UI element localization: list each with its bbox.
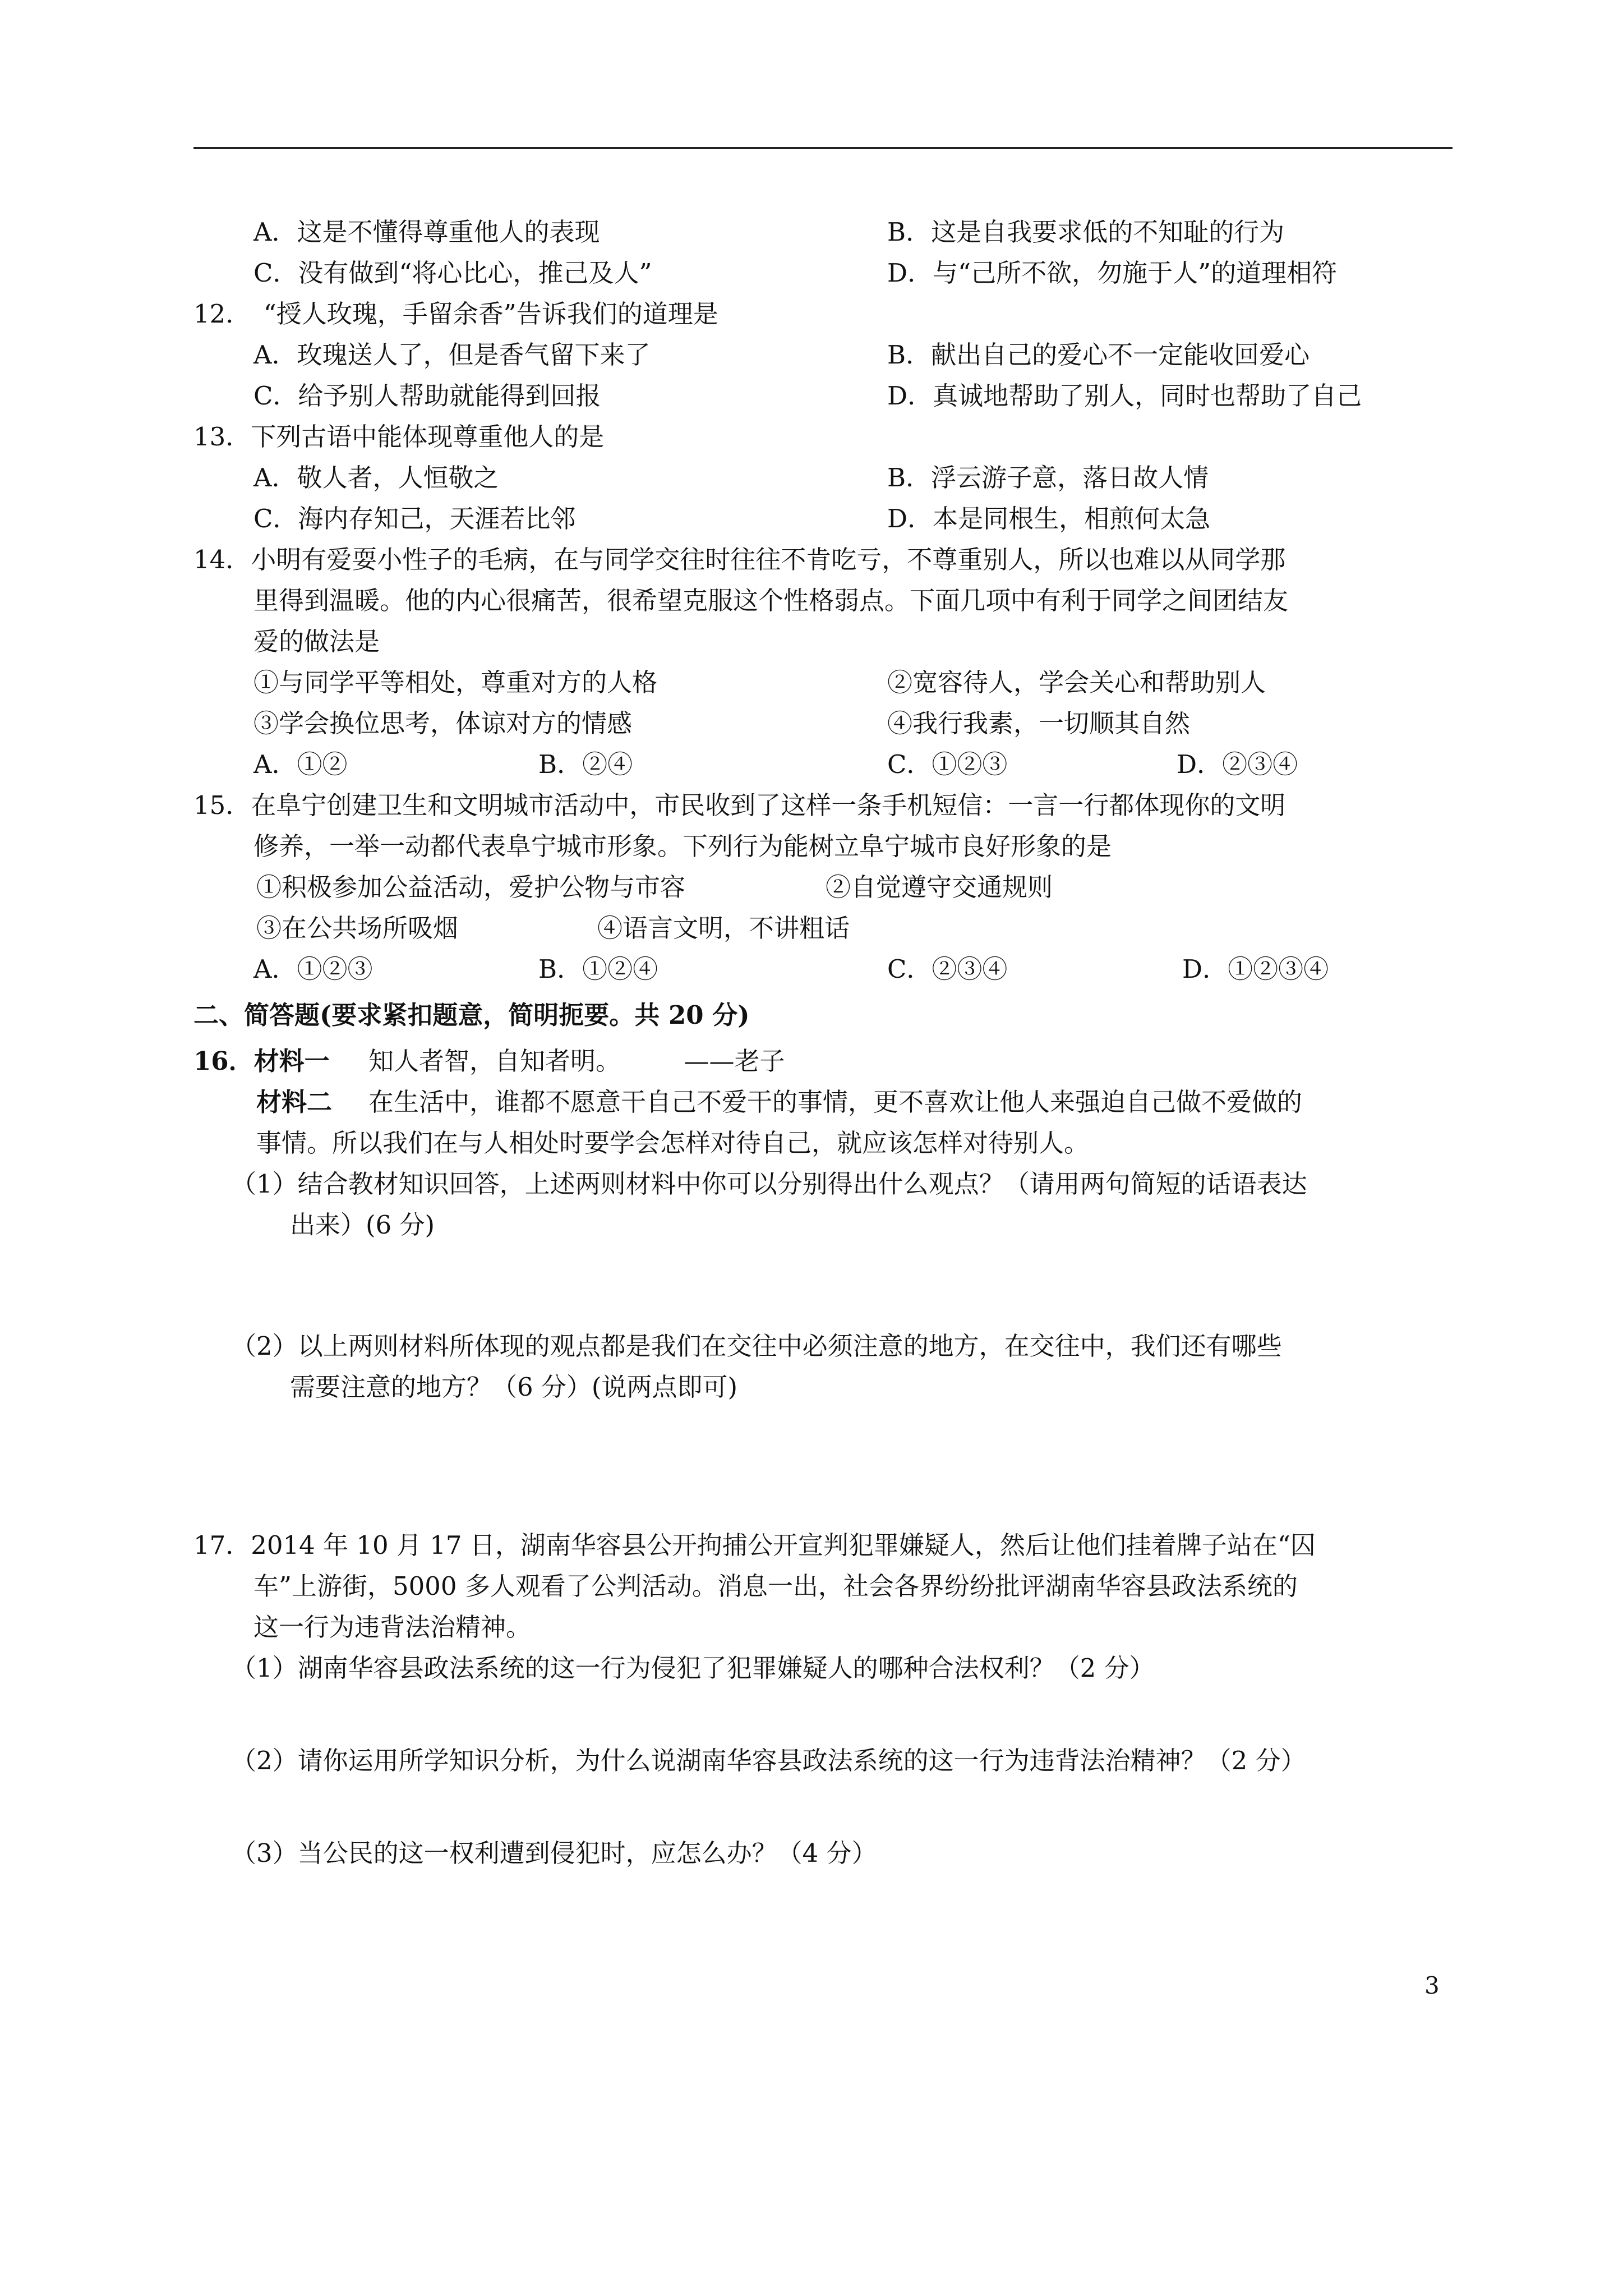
prev-option-d: D．与“己所不欲，勿施于人”的道理相符 — [887, 258, 1338, 288]
q17-part-3: （3）当公民的这一权利遭到侵犯时，应怎么办？（4 分） — [231, 1838, 877, 1868]
q17-stem-line-1: 17．2014 年 10 月 17 日，湖南华容县公开拘捕公开宣判犯罪嫌疑人，然后让他们挂着牌子站在“囚 — [193, 1530, 1316, 1560]
q12-option-a: A．玫瑰送人了，但是香气留下来了 — [253, 340, 651, 370]
q15-statement-3: ③在公共场所吸烟 — [256, 913, 459, 943]
q17-stem-line-2: 车”上游街，5000 多人观看了公判活动。消息一出，社会各界纷纷批评湖南华容县政法系统的 — [253, 1571, 1298, 1601]
q16-material-1-text: 知人者智，自知者明。 ——老子 — [368, 1046, 785, 1076]
q13-option-c: C．海内存知己，天涯若比邻 — [253, 504, 576, 533]
prev-option-c: C．没有做到“将心比心，推己及人” — [253, 258, 652, 288]
q15-option-c: C．②③④ — [887, 954, 1008, 984]
q12-option-d: D．真诚地帮助了别人，同时也帮助了自己 — [887, 381, 1362, 411]
q12-stem: 12． “授人玫瑰，手留余香”告诉我们的道理是 — [193, 299, 718, 329]
q16-material-2-text-1: 在生活中，谁都不愿意干自己不爱干的事情，更不喜欢让他人来强迫自己做不爱做的 — [368, 1087, 1303, 1117]
q15-stem-line-1: 15．在阜宁创建卫生和文明城市活动中，市民收到了这样一条手机短信：一言一行都体现你的文明 — [193, 790, 1286, 820]
q14-statement-3: ③学会换位思考，体谅对方的情感 — [253, 708, 633, 738]
q14-stem-line-1: 14．小明有爱耍小性子的毛病，在与同学交往时往往不肯吃亏，不尊重别人，所以也难以从同学那 — [193, 545, 1286, 574]
q17-stem-line-3: 这一行为违背法治精神。 — [253, 1612, 532, 1642]
q13-stem: 13．下列古语中能体现尊重他人的是 — [193, 422, 605, 452]
q14-statement-4: ④我行我素，一切顺其自然 — [887, 708, 1191, 738]
q12-option-c: C．给予别人帮助就能得到回报 — [253, 381, 601, 411]
q17-part-1: （1）湖南华容县政法系统的这一行为侵犯了犯罪嫌疑人的哪种合法权利？（2 分） — [231, 1653, 1155, 1683]
header-rule — [193, 147, 1453, 149]
q13-option-b: B．浮云游子意，落日故人情 — [887, 463, 1209, 493]
q13-option-d: D．本是同根生，相煎何太急 — [887, 504, 1211, 533]
q12-option-b: B．献出自己的爱心不一定能收回爱心 — [887, 340, 1310, 370]
q16-material-1-label: 16．材料一 — [193, 1046, 330, 1076]
q16-material-2-text-2: 事情。所以我们在与人相处时要学会怎样对待自己，就应该怎样对待别人。 — [256, 1128, 1090, 1158]
q15-option-b: B．①②④ — [538, 954, 658, 984]
q14-option-c: C．①②③ — [887, 749, 1008, 779]
q14-statement-1: ①与同学平等相处，尊重对方的人格 — [253, 668, 658, 697]
q15-option-a: A．①②③ — [253, 954, 373, 984]
q14-option-b: B．②④ — [538, 749, 633, 779]
page-number: 3 — [1424, 1972, 1440, 1999]
q14-option-d: D．②③④ — [1177, 749, 1298, 779]
q15-stem-line-2: 修养，一举一动都代表阜宁城市形象。下列行为能树立阜宁城市良好形象的是 — [253, 831, 1112, 861]
q16-material-2-label: 材料二 — [256, 1087, 333, 1117]
q16-part-2-line-1: （2）以上两则材料所体现的观点都是我们在交往中必须注意的地方，在交往中，我们还有哪些 — [231, 1331, 1282, 1361]
q17-part-2: （2）请你运用所学知识分析，为什么说湖南华容县政法系统的这一行为违背法治精神？（2 分） — [231, 1746, 1306, 1775]
section-2-title: 二、简答题(要求紧扣题意，简明扼要。共 20 分) — [193, 1000, 750, 1030]
q14-stem-line-3: 爱的做法是 — [253, 627, 380, 656]
q14-stem-line-2: 里得到温暖。他的内心很痛苦，很希望克服这个性格弱点。下面几项中有利于同学之间团结友 — [253, 586, 1289, 615]
q15-option-d: D．①②③④ — [1182, 954, 1329, 984]
prev-option-b: B．这是自我要求低的不知耻的行为 — [887, 217, 1285, 247]
q15-statement-2: ②自觉遵守交通规则 — [826, 872, 1053, 902]
q16-part-1-line-1: （1）结合教材知识回答，上述两则材料中你可以分别得出什么观点？（请用两句简短的话语表达 — [231, 1169, 1307, 1199]
q14-statement-2: ②宽容待人，学会关心和帮助别人 — [887, 668, 1266, 697]
q13-option-a: A．敬人者，人恒敬之 — [253, 463, 499, 493]
q14-option-a: A．①② — [253, 749, 348, 779]
prev-option-a: A．这是不懂得尊重他人的表现 — [253, 217, 600, 247]
q15-statement-4: ④语言文明，不讲粗话 — [597, 913, 850, 943]
q15-statement-1: ①积极参加公益活动，爱护公物与市容 — [256, 872, 686, 902]
q16-part-2-line-2: 需要注意的地方？（6 分）(说两点即可) — [290, 1372, 738, 1402]
q16-part-1-line-2: 出来）(6 分) — [290, 1210, 435, 1240]
